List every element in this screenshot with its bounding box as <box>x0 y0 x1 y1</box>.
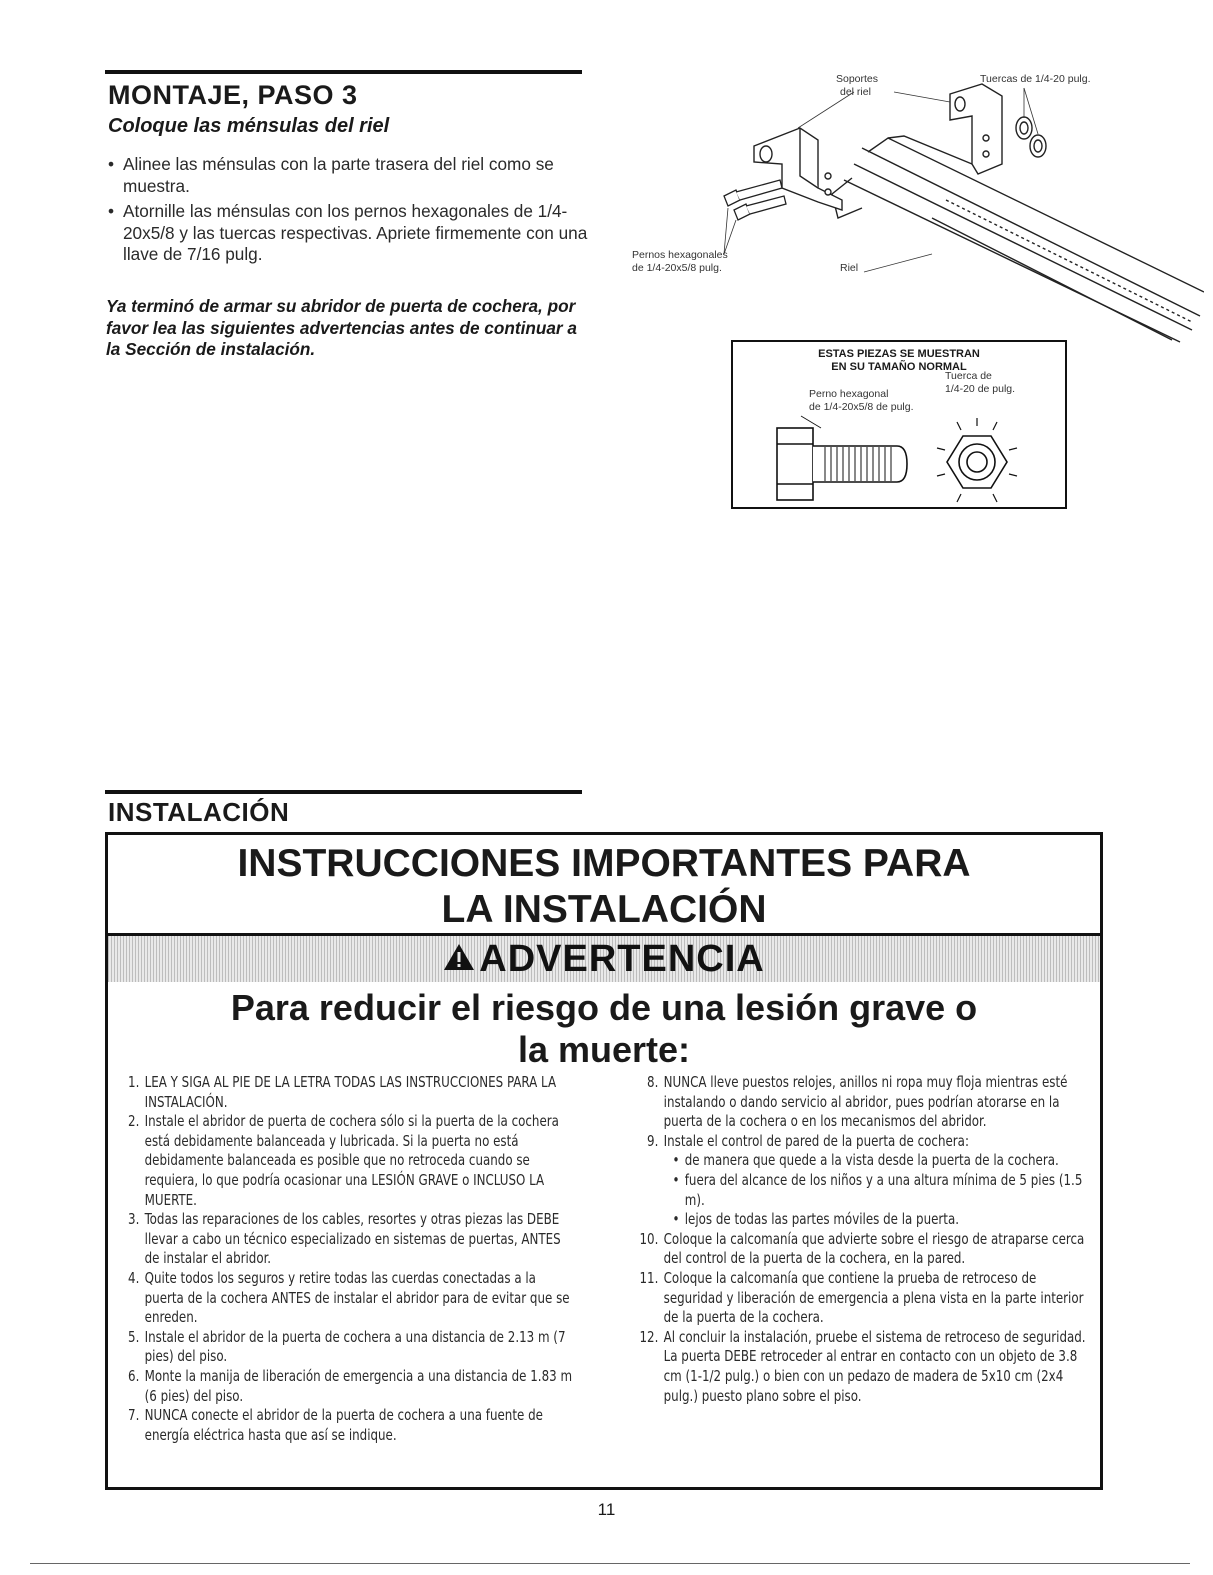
list-item: 8. NUNCA lleve puestos relojes, anillos ni ropa muy floja mientras esté instalando o dando servicio al abridor, pues podrían atorarse en la puerta de la cochera o en los mecanismos del abridor. <box>647 1073 1068 1131</box>
list-item: 3. Todas las reparaciones de los cables, resortes y otras piezas las DEBE llevar a cabo un técnico especializado en sistemas de puertas, ANTES de instalar el abridor. <box>128 1210 561 1268</box>
bracket-assembly-diagram <box>632 68 1204 348</box>
warning-triangle-icon <box>443 943 475 971</box>
hex-bolts-drawing <box>724 180 786 220</box>
list-item: 11. Coloque la calcomanía que contiene la prueba de retroceso de seguridad y liberación de emergencia a plena vista en la parte interior de la puerta de la cochera. <box>639 1268 1084 1327</box>
list-item: 10. Coloque la calcomanía que advierte sobre el riesgo de atraparse cerca del control de la puerta de la cochera, en la pared. <box>639 1229 1085 1268</box>
hex-nut-actual-size <box>937 418 1017 502</box>
section-rule <box>105 70 582 74</box>
list-item: 9. Instale el control de pared de la puerta de cochera: • de manera que quede a la vista desde la puerta de la cochera. • fuera del alcance de los niños y a una altura mínima de 5 pies (1.5 m). • lejos de todas las partes móviles de la puerta. <box>639 1132 1092 1230</box>
page-number: 11 <box>597 1500 616 1519</box>
label-pernos: Pernos hexagonales <box>632 249 728 261</box>
bolt-size-label: de 1/4-20x5/8 de pulg. <box>809 401 914 413</box>
hex-nuts-drawing <box>1016 117 1046 157</box>
instruction-bullet: • Alinee las ménsulas con la parte trasera del riel como se muestra. <box>106 154 596 197</box>
risk-title-line1: Para reducir el riesgo de una lesión grave o <box>230 987 978 1028</box>
right-rail-bracket <box>950 84 1002 174</box>
list-item: 4. Quite todos los seguros y retire todas las cuerdas conectadas a la puerta de la cochera ANTES de instalar el abridor para de evitar que se enreden. <box>128 1268 570 1327</box>
list-item: 12. Al concluir la instalación, pruebe el sistema de retroceso de seguridad. La puerta DEBE retroceder al entrar en contacto con un objeto de 3.8 cm (1-1/2 pulg.) o bien con un pedazo de madera de 5x10 cm (2x4 pulg.) puesto plano sobre el piso. <box>639 1327 1086 1405</box>
warning-label: ADVERTENCIA <box>479 938 765 980</box>
section-rule <box>105 790 582 794</box>
actual-size-parts-drawing <box>773 414 1063 509</box>
label-del-riel: del riel <box>840 86 871 98</box>
label-pernos-size: de 1/4-20x5/8 pulg. <box>632 262 722 274</box>
installation-title: INSTALACIÓN <box>108 797 290 827</box>
label-tuercas: Tuercas de 1/4-20 pulg. <box>980 73 1091 85</box>
instruction-list <box>106 154 596 270</box>
list-item: 2. Instale el abridor de puerta de cochera sólo si la puerta de la cochera está debidamente balanceada y lubricada. Si la puerta no está debidamente balanceada es posible que no retroceda cuando se requiera, lo que podría ocasionar una LESIÓN GRAVE o INCLUSO LA MUERTE. <box>128 1112 559 1209</box>
important-title-line2: LA INSTALACIÓN <box>441 888 767 931</box>
sub-list-item: • de manera que quede a la vista desde la puerta de la cochera. <box>672 1151 1092 1171</box>
sub-list <box>664 1151 1093 1229</box>
section-title: MONTAJE, PASO 3 <box>108 80 358 110</box>
list-item: 6. Monte la manija de liberación de emergencia a una distancia de 1.83 m (6 pies) del piso. <box>128 1366 573 1405</box>
important-title-line1: INSTRUCCIONES IMPORTANTES PARA <box>237 842 971 885</box>
warning-banner <box>108 936 1100 982</box>
nut-size-label: 1/4-20 de pulg. <box>945 383 1016 395</box>
warning-box <box>105 832 1103 1490</box>
list-item: 5. Instale el abridor de la puerta de cochera a una distancia de 2.13 m (7 pies) del piso. <box>128 1327 566 1366</box>
instruction-bullet: • Atornille las ménsulas con los pernos hexagonales de 1/4-20x5/8 y las tuercas respectivas. Apriete firmemente con una llave de 7/16 pulg. <box>106 201 596 266</box>
sub-list-item: • fuera del alcance de los niños y a una altura mínima de 5 pies (1.5 m). <box>672 1171 1092 1210</box>
rail-drawing <box>832 136 1204 342</box>
label-soportes: Soportes <box>836 73 879 85</box>
label-riel: Riel <box>840 262 859 274</box>
footer-rule <box>30 1563 1190 1564</box>
left-rail-bracket <box>754 128 842 210</box>
instructions-left-column <box>120 1073 578 1445</box>
instructions-right-column <box>639 1073 1092 1406</box>
parts-title-line1: ESTAS PIEZAS SE MUESTRAN <box>818 348 980 360</box>
nut-label: Tuerca de <box>945 370 992 382</box>
section-subtitle: Coloque las ménsulas del riel <box>108 115 390 137</box>
parts-title-line2: EN SU TAMAÑO NORMAL <box>831 361 967 373</box>
list-item: 1. LEA Y SIGA AL PIE DE LA LETRA TODAS LAS INSTRUCCIONES PARA LA INSTALACIÓN. <box>128 1073 557 1111</box>
actual-size-parts-box <box>731 340 1067 509</box>
list-item: 7. NUNCA conecte el abridor de la puerta de cochera a una fuente de energía eléctrica hasta que así se indique. <box>128 1406 543 1444</box>
hex-bolt-actual-size <box>777 416 907 500</box>
risk-title-line2: la muerte: <box>517 1029 691 1070</box>
completion-note: Ya terminó de armar su abridor de puerta de cochera, por favor lea las siguientes advertencias antes de continuar a la Sección de instalación. <box>106 296 577 359</box>
bolt-label: Perno hexagonal <box>809 388 889 400</box>
sub-list-item: • lejos de todas las partes móviles de la puerta. <box>672 1210 1092 1230</box>
